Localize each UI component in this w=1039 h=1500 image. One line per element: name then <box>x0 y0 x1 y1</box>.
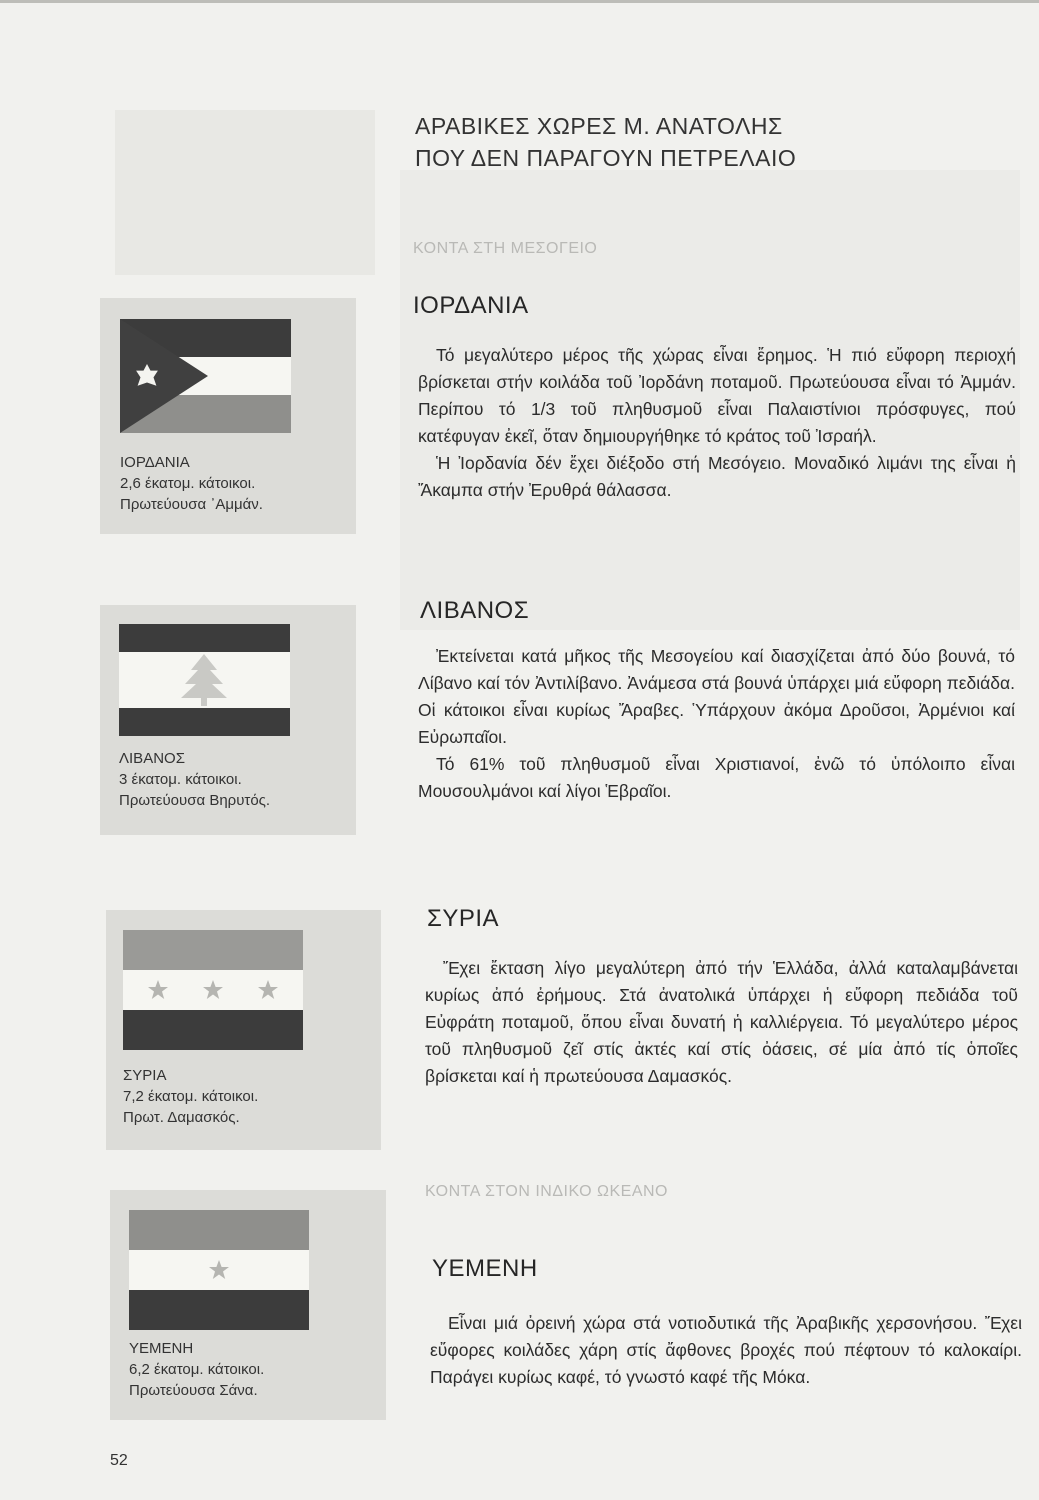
yemen-heading: ΥΕΜΕΝΗ <box>432 1255 538 1282</box>
lebanon-text <box>418 643 1015 805</box>
yemen-caption <box>129 1338 264 1401</box>
region-label-mediterranean: ΚΟΝΤΑ ΣΤΗ ΜΕΣΟΓΕΙΟ <box>413 240 598 257</box>
paragraph: Τό 61% τοῦ πληθυσμοῦ εἶναι Χριστιανοί, ἐνῶ τό ὑπόλοιπο εἶναι Μουσουλμάνοι καί λίγοι Ἑβραῖοι. <box>418 754 1015 801</box>
lebanon-caption <box>119 748 270 811</box>
yemen-flag-panel <box>110 1190 386 1420</box>
caption-population: 7,2 έκατομ. κάτοικοι. <box>123 1088 259 1105</box>
lebanon-heading: ΛΙΒΑΝΟΣ <box>420 597 530 624</box>
paragraph: Ἡ Ἰορδανία δέν ἔχει διέξοδο στή Μεσόγειο. Μοναδικό λιμάνι της εἶναι ἡ Ἄκαμπα στήν Ἐρυθρά θάλασσα. <box>418 453 1016 500</box>
scan-edge-line <box>0 0 1039 3</box>
caption-population: 2,6 έκατομ. κάτοικοι. <box>120 475 256 492</box>
stars-row <box>123 930 303 1050</box>
lebanon-flag-panel <box>100 605 356 835</box>
star-icon <box>203 980 223 999</box>
flag-triangle <box>120 319 291 433</box>
caption-population: 6,2 έκατομ. κάτοικοι. <box>129 1361 265 1378</box>
caption-country: ΣΥΡΙΑ <box>123 1067 167 1084</box>
jordan-flag-panel <box>100 298 356 534</box>
page-number: 52 <box>110 1452 128 1469</box>
syria-text <box>425 955 1018 1090</box>
region-label-indian-ocean: ΚΟΝΤΑ ΣΤΟΝ ΙΝΔΙΚΟ ΩΚΕΑΝΟ <box>425 1183 668 1200</box>
jordan-text <box>418 342 1016 504</box>
caption-capital: Πρωτ. Δαμασκός. <box>123 1109 240 1126</box>
page-title <box>415 110 975 174</box>
yemen-text <box>430 1310 1022 1391</box>
caption-capital: Πρωτεύουσα Σάνα. <box>129 1382 258 1399</box>
caption-country: ΥΕΜΕΝΗ <box>129 1340 194 1357</box>
caption-capital: Πρωτεύουσα Βηρυτός. <box>119 792 271 809</box>
jordan-caption <box>120 452 263 515</box>
syria-flag <box>123 930 303 1050</box>
title-line-2: ΠΟΥ ΔΕΝ ΠΑΡΑΓΟΥΝ ΠΕΤΡΕΛΑΙΟ <box>415 145 797 171</box>
caption-capital: Πρωτεύουσα ᾿Αμμάν. <box>120 496 263 513</box>
star-icon <box>148 980 168 999</box>
show-through-shade <box>115 110 375 275</box>
caption-country: ΙΟΡΔΑΝΙΑ <box>120 454 190 471</box>
syria-heading: ΣΥΡΙΑ <box>427 905 500 932</box>
title-line-1: ΑΡΑΒΙΚΕΣ ΧΩΡΕΣ Μ. ΑΝΑΤΟΛΗΣ <box>415 113 783 139</box>
cedar-tree-icon <box>119 624 290 736</box>
caption-population: 3 έκατομ. κάτοικοι. <box>119 771 242 788</box>
paragraph: Ἐκτείνεται κατά μῆκος τῆς Μεσογείου καί διασχίζεται ἀπό δύο βουνά, τό Λίβανο καί τόν Ἀντιλίβανο. Ἀνάμεσα στά βουνά ὑπάρχει μιά εὔφορη πεδιάδα. Οἱ κάτοικοι εἶναι κυρίως Ἄραβες. Ὑπάρχουν ἀκόμα Δροῦσοι, Ἀρμένιοι καί Εὐρωπαῖοι. <box>418 646 1015 747</box>
lebanon-flag <box>119 624 290 736</box>
yemen-flag <box>129 1210 309 1330</box>
jordan-heading: ΙΟΡΔΑΝΙΑ <box>413 292 529 319</box>
caption-country: ΛΙΒΑΝΟΣ <box>119 750 185 767</box>
syria-caption <box>123 1065 258 1128</box>
jordan-flag <box>120 319 291 433</box>
star-icon <box>258 980 278 999</box>
paragraph: Τό μεγαλύτερο μέρος τῆς χώρας εἶναι ἔρημος. Ἡ πιό εὔφορη περιοχή βρίσκεται στήν κοιλάδα τοῦ Ἰορδάνη ποταμοῦ. Πρωτεύουσα εἶναι τό Ἀμμάν. Περίπου τό 1/3 τοῦ πληθυσμοῦ εἶναι Παλαιστίνιοι πρόσφυγες, πού κατέφυγαν ἐκεῖ, ὅταν δημιουργήθηκε τό κράτος τοῦ Ἰσραήλ. <box>418 345 1016 446</box>
paragraph: Ἔχει ἔκταση λίγο μεγαλύτερη ἀπό τήν Ἑλλάδα, ἀλλά καταλαμβάνεται κυρίως ἀπό ἐρήμους. Στά ἀνατολικά ὑπάρχει ἡ εὔφορη πεδιάδα τοῦ Εὐφράτη ποταμοῦ, ὅπου εἶναι δυνατή ἡ καλλιέργεια. Τό μεγαλύτερο μέρος τοῦ πληθυσμοῦ ζεῖ στίς ἀκτές καί στίς ὀάσεις, σέ μία ἀπό τίς ὁποῖες βρίσκεται καί ἡ πρωτεύουσα Δαμασκός. <box>425 958 1018 1086</box>
paragraph: Εἶναι μιά ὀρεινή χώρα στά νοτιοδυτικά τῆς Ἀραβικῆς χερσονήσου. Ἔχει εὔφορες κοιλάδες χάρη στίς ἄφθονες βροχές πού πέφτουν τό καλοκαίρι. Παράγει κυρίως καφέ, τό γνωστό καφέ τῆς Μόκα. <box>430 1313 1022 1387</box>
star-icon <box>129 1210 309 1330</box>
syria-flag-panel <box>106 910 381 1150</box>
